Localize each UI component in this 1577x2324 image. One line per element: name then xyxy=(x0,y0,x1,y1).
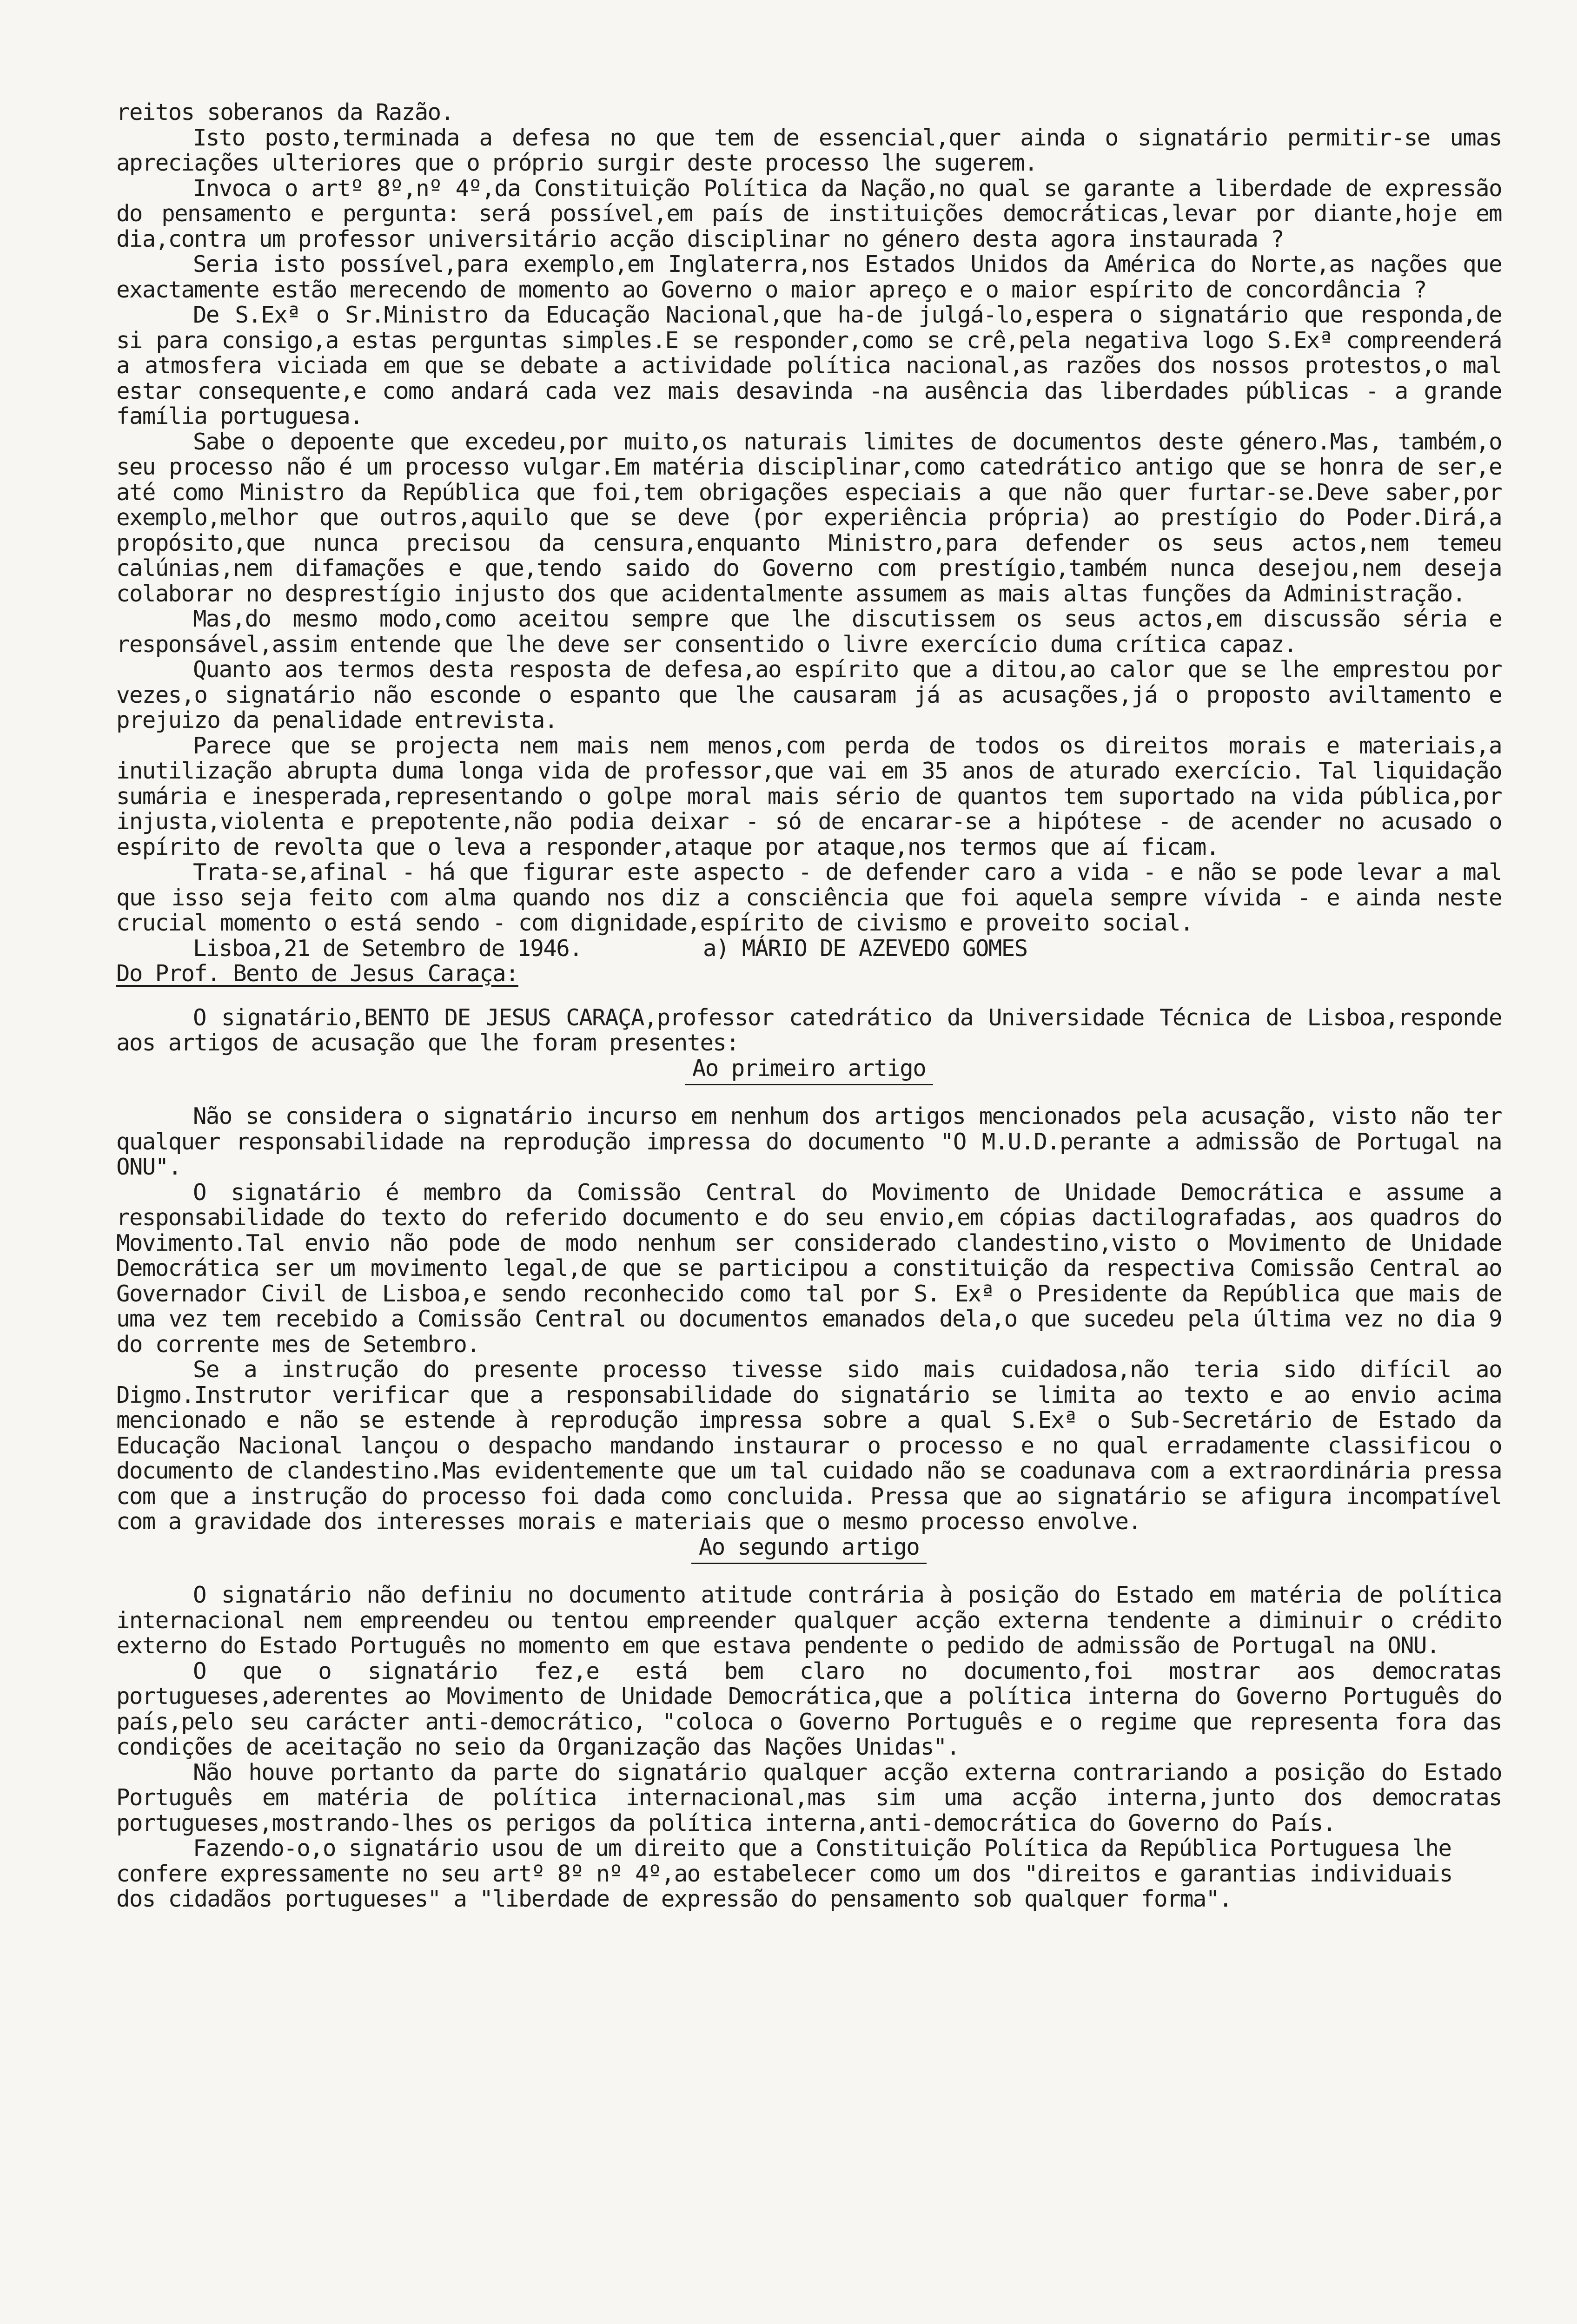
signature-line xyxy=(116,936,1502,962)
paragraph: Sabe o depoente que excedeu,por muito,os naturais limites de documentos deste género.Mas, também,o seu processo não é um processo vulgar.Em matéria disciplinar,como catedrático antigo que se honra de ser,e até como Ministro da República que foi,tem obrigações especiais a que não quer furtar-se.Deve saber,por exemplo,melhor que outros,aquilo que se deve (por experiência própria) ao prestígio do Poder.Dirá,a propósito,que nunca precisou da censura,enquanto Ministro,para defender os seus actos,nem temeu calúnias,nem difamações e que,tendo saido do Governo com prestígio,também nunca desejou,nem deseja colaborar no desprestígio injusto dos que acidentalmente assumem as mais altas funções da Administração. xyxy=(116,428,1502,607)
paragraph: Não se considera o signatário incurso em nenhum dos artigos mencionados pela acusação, visto não ter qualquer responsabilidade na reprodução impressa do documento "O M.U.D.perante a admissão de Portugal na ONU". xyxy=(116,1103,1502,1180)
paragraph: Não houve portanto da parte do signatário qualquer acção externa contrariando a posição do Estado Português em matéria de política internacional,mas sim uma acção interna,junto dos democratas portugueses,mostrando-lhes os perigos da política interna,anti-democrática do Governo do País. xyxy=(116,1759,1502,1836)
paragraph: O que o signatário fez,e está bem claro no documento,foi mostrar aos democratas portugueses,aderentes ao Movimento de Unidade Democrática,que a política interna do Governo Português do país,pelo seu carácter anti-democrático, "coloca o Governo Português e o regime que representa fora das condições de aceitação no seio da Organização das Nações Unidas". xyxy=(116,1657,1502,1760)
article-2-title xyxy=(116,1535,1502,1565)
article-1-title xyxy=(116,1056,1502,1086)
signature-place-date: Lisboa,21 de Setembro de 1946. xyxy=(193,935,583,962)
paragraph: Invoca o artº 8º,nº 4º,da Constituição Política da Nação,no qual se garante a liberdade de expressão do pensamento e pergunta: será possível,em país de instituições democráticas,levar por diante,hoje em dia,contra um professor universitário acção disciplinar no género desta agora instaurada ? xyxy=(116,175,1502,252)
paragraph: Mas,do mesmo modo,como aceitou sempre que lhe discutissem os seus actos,em discussão séria e responsável,assim entende que lhe deve ser consentido o livre exercício duma crítica capaz. xyxy=(116,606,1502,658)
paragraph: Fazendo-o,o signatário usou de um direito que a Constituição Política da República Portuguesa lhe confere expressamente no seu artº 8º nº 4º,ao estabelecer como um dos "direitos e garantias individuais dos cidadãos portugueses" a "liberdade de expressão do pensamento sob qualquer forma". xyxy=(116,1835,1452,1912)
document-page xyxy=(116,100,1502,1912)
paragraph: Isto posto,terminada a defesa no que tem de essencial,quer ainda o signatário permitir-se umas apreciações ulteriores que o próprio surgir deste processo lhe sugerem. xyxy=(116,124,1502,176)
article-2-title-text: Ao segundo artigo xyxy=(691,1535,927,1565)
paragraph: O signatário não definiu no documento atitude contrária à posição do Estado em matéria de política internacional nem empreendeu ou tentou empreender qualquer acção externa tendente a diminuir o crédito externo do Estado Português no momento em que estava pendente o pedido de admissão de Portugal na ONU. xyxy=(116,1582,1502,1659)
section-intro: O signatário,BENTO DE JESUS CARAÇA,professor catedrático da Universidade Técnica de Lisboa,responde aos artigos de acusação que lhe foram presentes: xyxy=(116,1004,1502,1056)
paragraph: De S.Exª o Sr.Ministro da Educação Nacional,que ha-de julgá-lo,espera o signatário que responda,de si para consigo,a estas perguntas simples.E se responder,como se crê,pela negativa logo S.Exª compreenderá a atmosfera viciada em que se debate a actividade política nacional,as razões dos nossos protestos,o mal estar consequente,e como andará cada vez mais desavinda -na ausência das liberdades públicas - a grande família portuguesa. xyxy=(116,302,1502,429)
section-heading: Do Prof. Bento de Jesus Caraça: xyxy=(116,960,518,987)
paragraph: Parece que se projecta nem mais nem menos,com perda de todos os direitos morais e materiais,a inutilização abrupta duma longa vida de professor,que vai em 35 anos de aturado exercício. Tal liquidação sumária e inesperada,representando o golpe moral mais sério de quantos tem suportado na vida pública,por injusta,violenta e prepotente,não podia deixar - só de encarar-se a hipótese - de acender no acusado o espírito de revolta que o leva a responder,ataque por ataque,nos termos que aí ficam. xyxy=(116,732,1502,860)
paragraph: Quanto aos termos desta resposta de defesa,ao espírito que a ditou,ao calor que se lhe emprestou por vezes,o signatário não esconde o espanto que lhe causaram já as acusações,já o proposto aviltamento e prejuizo da penalidade entrevista. xyxy=(116,656,1502,733)
paragraph: Seria isto possível,para exemplo,em Inglaterra,nos Estados Unidos da América do Norte,as nações que exactamente estão merecendo de momento ao Governo o maior apreço e o maior espírito de concordância ? xyxy=(116,251,1502,303)
paragraph: Se a instrução do presente processo tivesse sido mais cuidadosa,não teria sido difícil ao Digmo.Instrutor verificar que a responsabilidade do signatário se limita ao texto e ao envio acima mencionado e não se estende à reprodução impressa sobre a qual S.Exª o Sub-Secretário de Estado da Educação Nacional lançou o despacho mandando instaurar o processo e no qual erradamente classificou o documento de clandestino.Mas evidentemente que um tal cuidado não se coadunava com a extraordinária pressa com que a instrução do processo foi dada como concluida. Pressa que ao signatário se afigura incompatível com a gravidade dos interesses morais e materiais que o mesmo processo envolve. xyxy=(116,1356,1502,1535)
article-1-title-text: Ao primeiro artigo xyxy=(685,1056,933,1086)
opening-fragment: reitos soberanos da Razão. xyxy=(116,99,454,125)
paragraph: O signatário é membro da Comissão Central do Movimento de Unidade Democrática e assume a responsabilidade do texto do referido documento e do seu envio,em cópias dactilografadas, aos quadros do Movimento.Tal envio não pode de modo nenhum ser considerado clandestino,visto o Movimento de Unidade Democrática ser um movimento legal,de que se participou a constituição da respectiva Comissão Central ao Governador Civil de Lisboa,e sendo reconhecido como tal por S. Exª o Presidente da República que mais de uma vez tem recebido a Comissão Central ou documentos emanados dela,o que sucedeu pela última vez no dia 9 do corrente mes de Setembro. xyxy=(116,1179,1502,1358)
signature-name: a) MÁRIO DE AZEVEDO GOMES xyxy=(703,935,1027,962)
paragraph: Trata-se,afinal - há que figurar este aspecto - de defender caro a vida - e não se pode levar a mal que isso seja feito com alma quando nos diz a consciência que foi aquela sempre vívida - e ainda neste crucial momento o está sendo - com dignidade,espírito de civismo e proveito social. xyxy=(116,859,1502,936)
